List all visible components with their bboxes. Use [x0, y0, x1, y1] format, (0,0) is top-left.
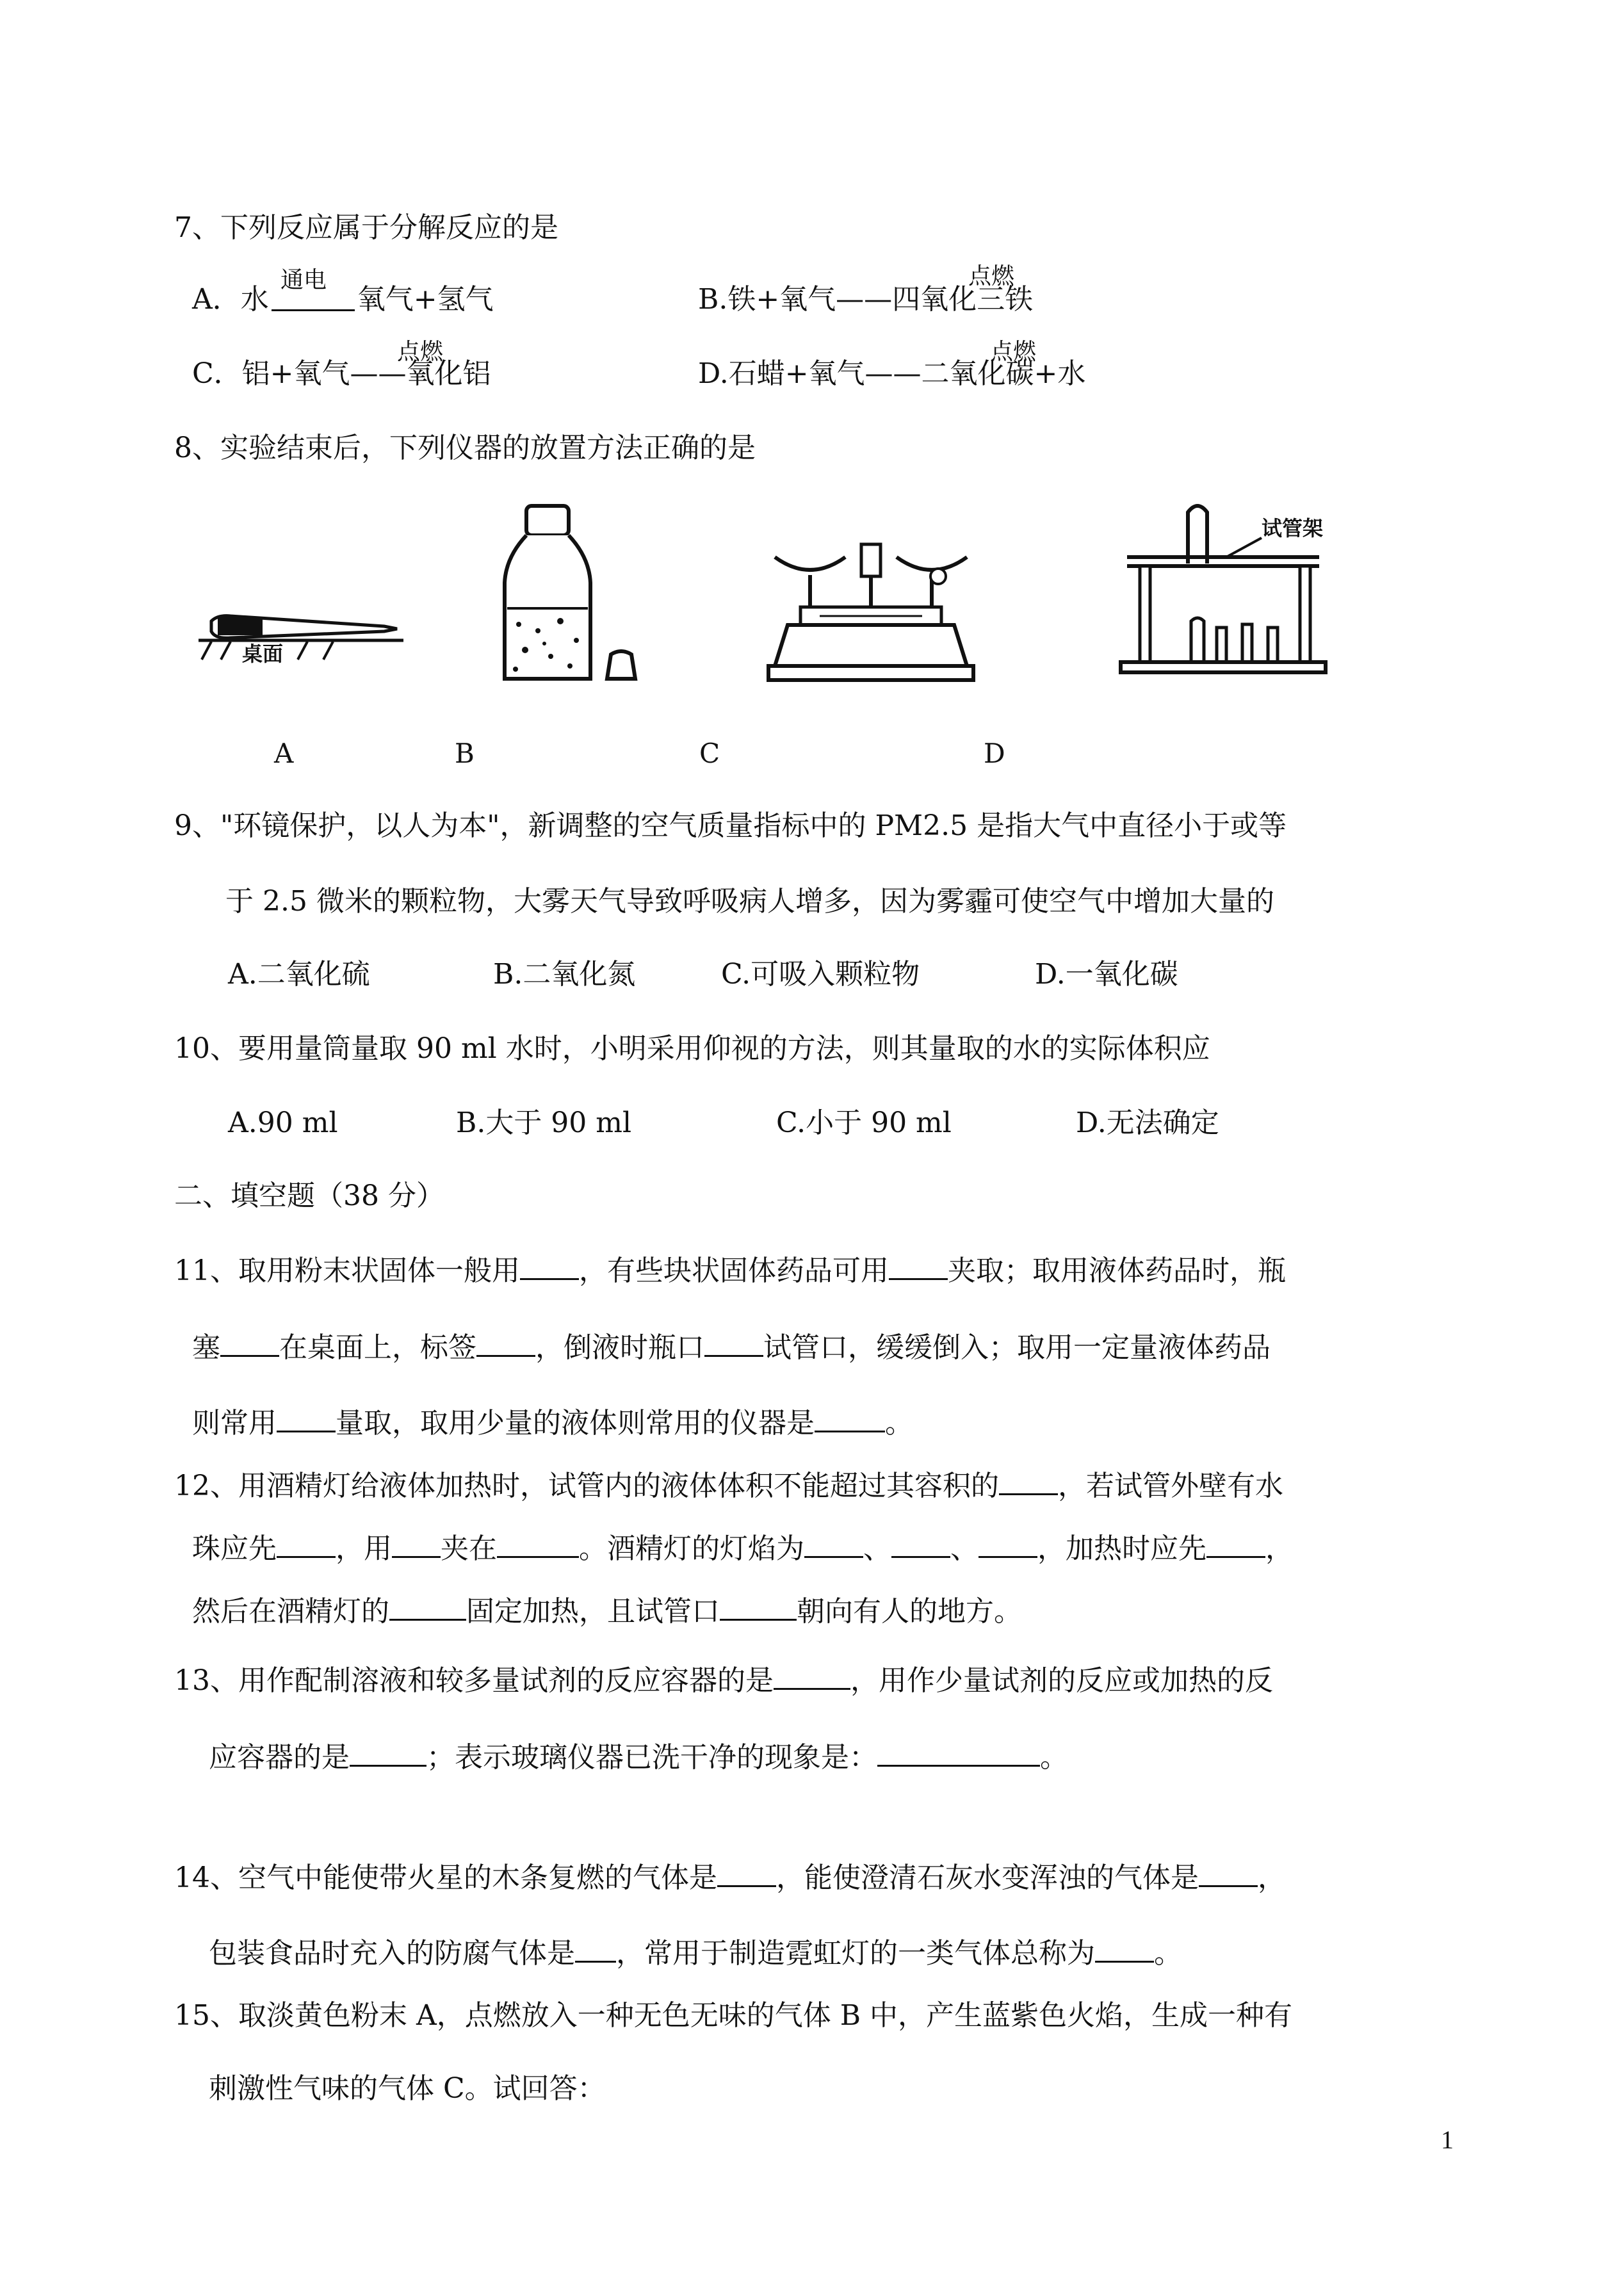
q13-text: ，用作少量试剂的反应或加热的反 [850, 1664, 1273, 1697]
q7-b-condition: 点燃 [968, 263, 1015, 289]
q9-option-c: C.可吸入颗粒物 [721, 958, 920, 991]
q7-b-prefix: B.铁+氧气——四氧化 [698, 283, 977, 316]
answer-blank[interactable] [575, 1935, 616, 1963]
q12-text: ，加热时应先 [1037, 1532, 1206, 1565]
q12-line-2 [192, 1530, 1294, 1567]
q12-line-3 [192, 1593, 1022, 1630]
q9-option-d: D.一氧化碳 [1035, 958, 1178, 991]
figure-b-caption: B [455, 738, 475, 769]
figure-a-label: 桌面 [242, 642, 284, 666]
q14-line-1 [174, 1860, 1286, 1896]
q9-option-a: A.二氧化硫 [228, 958, 370, 991]
q12-text: 珠应先 [192, 1532, 277, 1565]
q15-line-2: 刺激性气味的气体 C。试回答： [209, 2072, 606, 2105]
q13-text: ；表示玻璃仪器已洗干净的现象是： [426, 1741, 877, 1774]
q12-text: 、 [950, 1532, 978, 1565]
q12-text: 12、用酒精灯给液体加热时，试管内的液体体积不能超过其容积的 [174, 1470, 999, 1502]
q9-option-b: B.二氧化氮 [493, 958, 636, 991]
q12-text: 夹在 [441, 1532, 497, 1565]
figure-c-caption: C [699, 738, 720, 769]
q7-d-condition: 点燃 [990, 339, 1037, 365]
q7-option-c [192, 356, 491, 392]
q14-text: ，能使澄清石灰水变浑浊的气体是 [776, 1861, 1199, 1894]
q11-text: 则常用 [192, 1407, 277, 1439]
figure-b-reagent-bottle [487, 493, 653, 692]
q10-option-b: B.大于 90 ml [456, 1107, 632, 1139]
answer-blank[interactable] [277, 1530, 336, 1558]
q7-c-suffix: 氧化铝 [406, 357, 491, 390]
q9-line-1: 9、"环镜保护，以人为本"，新调整的空气质量指标中的 PM2.5 是指大气中直径小于或等 [174, 809, 1287, 842]
q14-text: 14、空气中能使带火星的木条复燃的气体是 [174, 1861, 717, 1894]
answer-blank[interactable] [389, 1593, 466, 1621]
answer-blank[interactable] [717, 1860, 776, 1887]
q12-text: ，用 [336, 1532, 392, 1565]
q11-line-1 [174, 1253, 1286, 1289]
q7-b-suffix: 三铁 [977, 283, 1034, 316]
answer-blank[interactable] [774, 1662, 850, 1690]
answer-blank[interactable] [704, 1329, 763, 1357]
figure-a-caption: A [274, 738, 294, 769]
q13-line-1 [174, 1662, 1273, 1699]
figure-d-caption: D [984, 738, 1005, 769]
q11-text: 在桌面上，标签 [279, 1331, 476, 1364]
q7-c-prefix: C．铝+氧气—— [192, 357, 407, 390]
q7-a-prefix: A．水 [192, 283, 269, 316]
answer-blank[interactable] [350, 1739, 426, 1767]
q14-text: 包装食品时充入的防腐气体是 [209, 1937, 575, 1970]
answer-blank[interactable] [1199, 1860, 1258, 1887]
q14-text: ， [1258, 1861, 1286, 1894]
q11-text: ，倒液时瓶口 [535, 1331, 704, 1364]
answer-blank[interactable] [999, 1468, 1058, 1495]
q11-text: 试管口，缓缓倒入；取用一定量液体药品 [763, 1331, 1271, 1364]
q14-text: 。 [1154, 1937, 1182, 1970]
q10-line-1: 10、要用量筒量取 90 ml 水时，小明采用仰视的方法，则其量取的水的实际体积应 [174, 1032, 1210, 1065]
q7-c-condition: 点燃 [397, 339, 444, 365]
reaction-arrow [272, 291, 355, 311]
figure-c-balance [762, 538, 980, 692]
section-2-title: 二、填空题（38 分） [174, 1180, 444, 1212]
answer-blank[interactable] [978, 1530, 1037, 1558]
q14-line-2 [209, 1935, 1182, 1972]
q12-text: 然后在酒精灯的 [192, 1595, 389, 1628]
q7-d-suffix: 碳+水 [1005, 357, 1086, 390]
q12-line-1 [174, 1468, 1283, 1504]
q12-text: 固定加热，且试管口 [466, 1595, 720, 1628]
answer-blank[interactable] [720, 1593, 797, 1621]
answer-blank[interactable] [476, 1329, 535, 1357]
answer-blank[interactable] [815, 1405, 885, 1432]
q8-stem: 8、实验结束后，下列仪器的放置方法正确的是 [174, 432, 756, 464]
figure-a-test-tube-on-table [192, 589, 410, 672]
q12-text: ， [1265, 1532, 1294, 1565]
page-number: 1 [1441, 2125, 1454, 2154]
answer-blank[interactable] [1095, 1935, 1154, 1963]
q9-line-2: 于 2.5 微米的颗粒物，大雾天气导致呼吸病人增多，因为雾霾可使空气中增加大量的 [225, 885, 1274, 918]
answer-blank[interactable] [277, 1405, 336, 1432]
answer-blank[interactable] [877, 1739, 1040, 1767]
q15-line-1: 15、取淡黄色粉末 A，点燃放入一种无色无味的气体 B 中，产生蓝紫色火焰，生成一种有 [174, 1999, 1293, 2032]
q11-text: 夹取；取用液体药品时，瓶 [948, 1254, 1286, 1287]
q14-text: ，常用于制造霓虹灯的一类气体总称为 [616, 1937, 1095, 1970]
q11-line-2 [192, 1329, 1271, 1366]
answer-blank[interactable] [392, 1530, 441, 1558]
q12-text: 。酒精灯的灯焰为 [579, 1532, 804, 1565]
q12-text: 朝向有人的地方。 [797, 1595, 1022, 1628]
q11-text: 。 [885, 1407, 913, 1439]
q10-option-a: A.90 ml [228, 1107, 338, 1139]
figure-d-test-tube-rack [1114, 493, 1345, 685]
answer-blank[interactable] [804, 1530, 863, 1558]
q13-text: 应容器的是 [209, 1741, 350, 1774]
q7-a-condition: 通电 [280, 267, 327, 293]
q12-text: 、 [863, 1532, 891, 1565]
q7-option-a [192, 282, 494, 318]
q11-text: 11、取用粉末状固体一般用 [174, 1254, 520, 1287]
q7-stem: 7、下列反应属于分解反应的是 [174, 211, 558, 244]
q12-text: ，若试管外壁有水 [1058, 1470, 1283, 1502]
q10-option-c: C.小于 90 ml [776, 1107, 952, 1139]
figure-d-label: 试管架 [1262, 516, 1324, 540]
q7-a-suffix: 氧气+氢气 [357, 283, 494, 316]
answer-blank[interactable] [889, 1253, 948, 1280]
answer-blank[interactable] [497, 1530, 579, 1558]
q11-text: ，有些块状固体药品可用 [579, 1254, 889, 1287]
q10-option-d: D.无法确定 [1076, 1107, 1219, 1139]
q11-text: 塞 [192, 1331, 220, 1364]
q11-text: 量取，取用少量的液体则常用的仪器是 [336, 1407, 815, 1439]
q7-d-prefix: D.石蜡+氧气——二氧化 [698, 357, 1006, 390]
q11-line-3 [192, 1405, 913, 1441]
answer-blank[interactable] [520, 1253, 579, 1280]
q13-text: 。 [1040, 1741, 1068, 1774]
answer-blank[interactable] [1206, 1530, 1265, 1558]
answer-blank[interactable] [891, 1530, 950, 1558]
q13-text: 13、用作配制溶液和较多量试剂的反应容器的是 [174, 1664, 774, 1697]
q13-line-2 [209, 1739, 1068, 1776]
answer-blank[interactable] [220, 1329, 279, 1357]
